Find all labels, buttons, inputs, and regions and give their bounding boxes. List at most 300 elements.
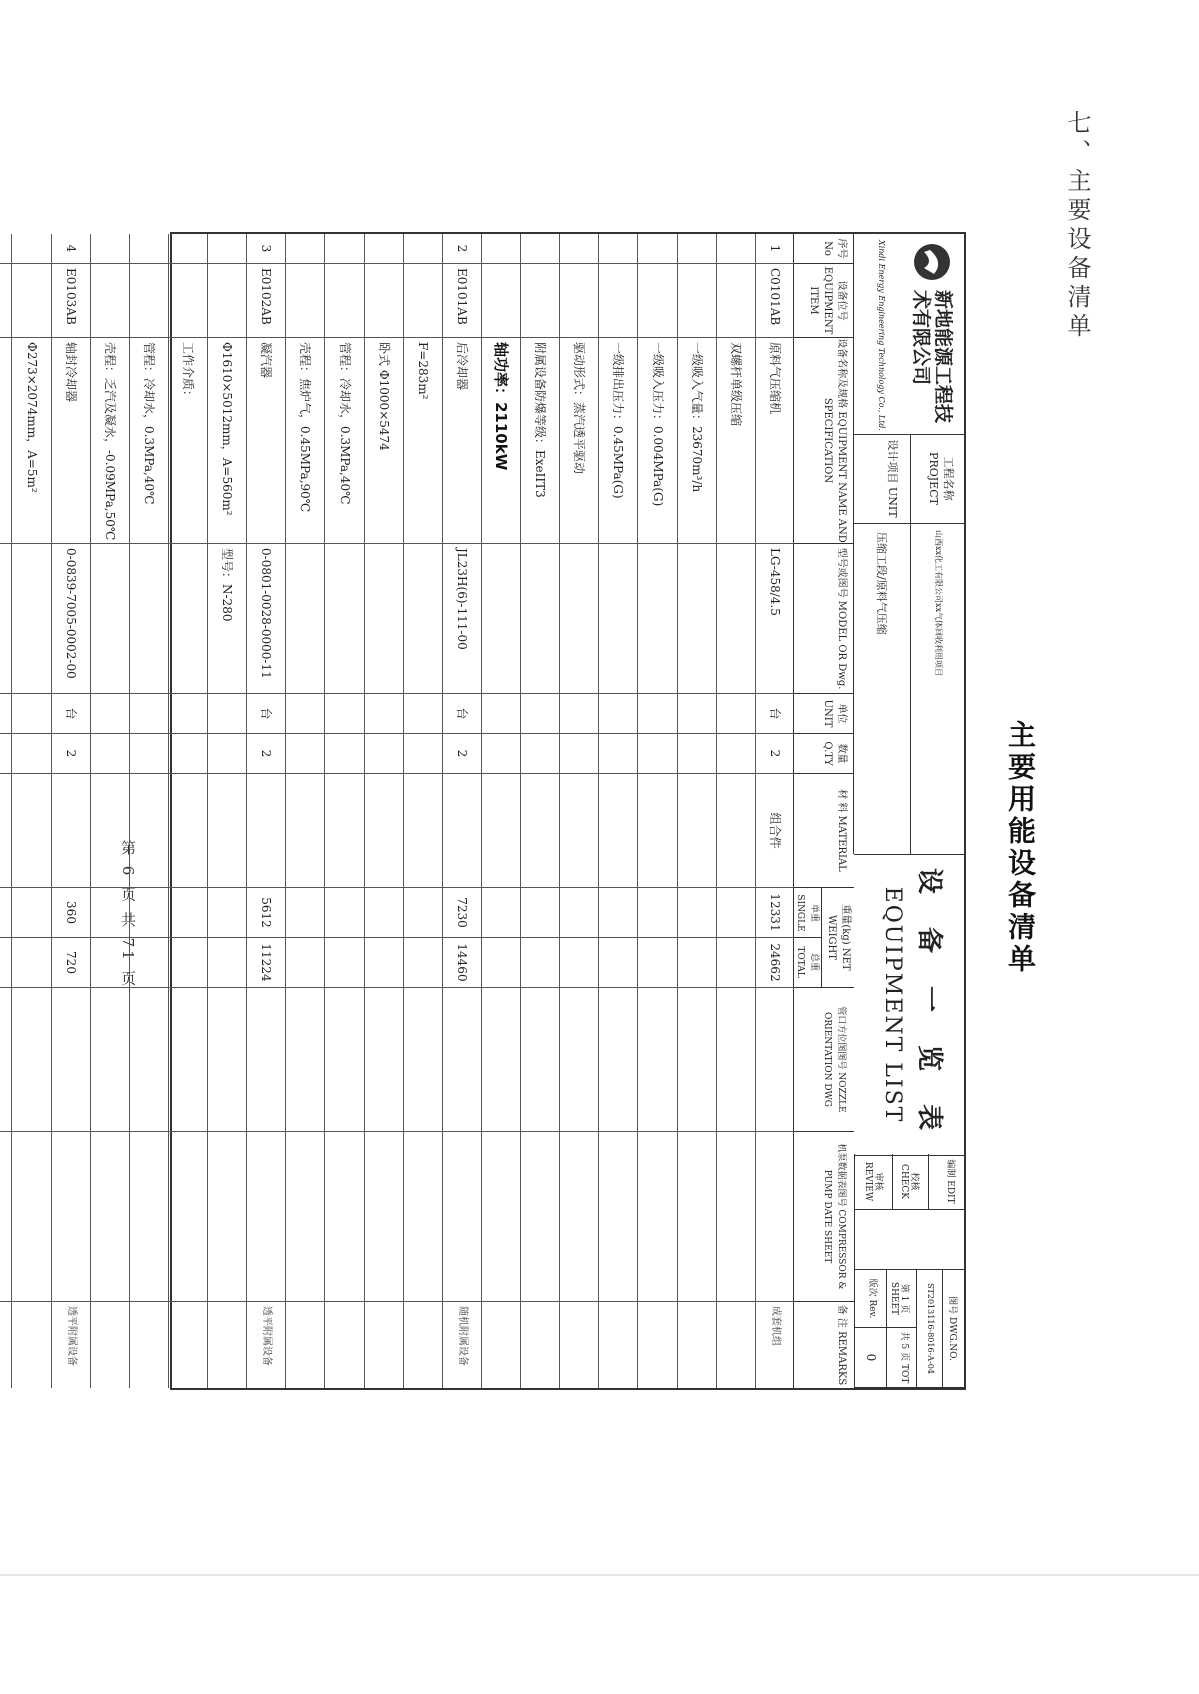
cell-single [286, 888, 324, 938]
header-name: 设备名称及规格 EQUIPMENT NAME AND SPECIFICATION [794, 338, 854, 544]
cell-item [639, 264, 677, 338]
cell-unit [169, 694, 207, 734]
cell-nozzle [247, 988, 285, 1132]
cell-remarks [286, 1302, 324, 1388]
cell-single [91, 888, 129, 938]
cell-model: 型号：N-280 [208, 544, 246, 694]
cell-pump [521, 1132, 559, 1302]
project-value: 山西xx化工有限公司xx气体回收利用项目 [910, 524, 964, 854]
cell-material [482, 774, 520, 888]
cell-qty [169, 734, 207, 774]
table-row [677, 234, 716, 1388]
cell-pump [91, 1132, 129, 1302]
cell-unit [326, 694, 364, 734]
cell-total: 11224 [247, 938, 285, 988]
cell-item: C0101AB [756, 264, 794, 338]
cell-single [130, 888, 168, 938]
cell-name [0, 338, 12, 544]
cell-qty [639, 734, 677, 774]
cell-material [247, 774, 285, 888]
cell-single [169, 888, 207, 938]
cell-total [208, 938, 246, 988]
cell-total: 24662 [756, 938, 794, 988]
header-unit: 单位 UNIT [794, 694, 854, 734]
edit-label: 编制 EDIT [928, 1154, 964, 1210]
cell-nozzle [169, 988, 207, 1132]
header-weight [794, 888, 854, 988]
cell-unit [0, 694, 12, 734]
table-row [598, 234, 637, 1388]
sheet-number: 第 1 页 SHEET [886, 1270, 916, 1328]
cell-remarks [130, 1302, 168, 1388]
company-name-en: Xindi Energy Engineering Technology Co., Ltd. [877, 240, 886, 432]
cell-unit [482, 694, 520, 734]
cell-material [404, 774, 442, 888]
cell-material [326, 774, 364, 888]
cell-qty [521, 734, 559, 774]
cell-no [678, 234, 716, 264]
cell-model: LG-458/4.5 [756, 544, 794, 694]
cell-name: F=283m² [404, 338, 442, 544]
cell-item [286, 264, 324, 338]
cell-nozzle [13, 988, 51, 1132]
table-row [285, 234, 324, 1388]
cell-model [13, 544, 51, 694]
cell-name: 后冷却器 [443, 338, 481, 544]
table-row [755, 234, 794, 1388]
cell-total [169, 938, 207, 988]
cell-name: 管程：冷却水，0.3MPa,40℃ [326, 338, 364, 544]
header-pump: 机泵数据表图号 COMPRESSOR & PUMP DATE SHEET [794, 1132, 854, 1302]
header-qty: 数量 Q.TY [794, 734, 854, 774]
cell-name: 一级排出压力：0.45MPa(G) [599, 338, 637, 544]
table-row [325, 234, 364, 1388]
cell-nozzle [678, 988, 716, 1132]
cell-model [482, 544, 520, 694]
cell-remarks [169, 1302, 207, 1388]
cell-single [639, 888, 677, 938]
cell-qty [91, 734, 129, 774]
cell-qty [130, 734, 168, 774]
cell-total [365, 938, 403, 988]
cell-qty: 2 [52, 734, 90, 774]
cell-unit [13, 694, 51, 734]
cell-material [130, 774, 168, 888]
header-material: 材 料 MATERIAL [794, 774, 854, 888]
cell-remarks [326, 1302, 364, 1388]
cell-qty [717, 734, 755, 774]
title-block [854, 854, 964, 1156]
cell-unit [560, 694, 598, 734]
cell-pump [208, 1132, 246, 1302]
cell-unit: 台 [247, 694, 285, 734]
cell-single [0, 888, 12, 938]
cell-nozzle [521, 988, 559, 1132]
cell-remarks [404, 1302, 442, 1388]
review-label: 审核 REVIEW [854, 1154, 892, 1210]
header-item: 设备位号 EQUIPMENT ITEM [794, 264, 854, 338]
cell-model [599, 544, 637, 694]
table-row [12, 234, 51, 1388]
cell-model [0, 544, 12, 694]
cell-total [91, 938, 129, 988]
cell-unit [521, 694, 559, 734]
cell-single [365, 888, 403, 938]
cell-remarks [521, 1302, 559, 1388]
cell-item [130, 264, 168, 338]
sheet-title-en: EQUIPMENT LIST [880, 886, 905, 1124]
cell-remarks: 随机附属设备 [457, 1306, 468, 1366]
cell-qty [0, 734, 12, 774]
cell-pump [482, 1132, 520, 1302]
cell-material [443, 774, 481, 888]
cell-name: 一级吸入压力：0.004MPa(G) [639, 338, 677, 544]
cell-remarks [0, 1302, 12, 1388]
cell-no [286, 234, 324, 264]
cell-pump [286, 1132, 324, 1302]
cell-qty [286, 734, 324, 774]
cell-nozzle [130, 988, 168, 1132]
cell-qty [326, 734, 364, 774]
cell-single: 360 [52, 888, 90, 938]
cell-pump [52, 1132, 90, 1302]
cell-unit: 台 [756, 694, 794, 734]
cell-item [326, 264, 364, 338]
cell-unit [130, 694, 168, 734]
cell-material [639, 774, 677, 888]
cell-no: 2 [443, 234, 481, 264]
header-remarks: 备 注 REMARKS [836, 1304, 847, 1386]
cell-pump [717, 1132, 755, 1302]
cell-pump [326, 1132, 364, 1302]
table-row [90, 234, 129, 1388]
cell-single [521, 888, 559, 938]
cell-no [208, 234, 246, 264]
cell-qty [599, 734, 637, 774]
cell-model [678, 544, 716, 694]
dwg-label: 图号 DWG.NO. [942, 1270, 964, 1388]
cell-name: 工作介质： [169, 338, 207, 544]
header-single: 单重 SINGLE [793, 889, 821, 938]
section-title: 七、主要设备清单 [1063, 110, 1091, 342]
cell-no: 1 [756, 234, 794, 264]
cell-model [130, 544, 168, 694]
table-row [559, 234, 598, 1388]
table-row [207, 234, 246, 1388]
cell-single: 7230 [443, 888, 481, 938]
cell-remarks [13, 1302, 51, 1388]
cell-material [286, 774, 324, 888]
cell-material [560, 774, 598, 888]
cell-total: 14460 [443, 938, 481, 988]
cell-pump [169, 1132, 207, 1302]
company-logo-icon [912, 242, 952, 282]
cell-remarks [208, 1302, 246, 1388]
cell-unit [208, 694, 246, 734]
header-model: 型号或图号 MODEL OR Dwg. [794, 544, 854, 694]
cell-qty [404, 734, 442, 774]
cell-name: 轴功率：2110kW [482, 338, 520, 544]
cell-total [521, 938, 559, 988]
cell-name: 双螺杆单级压缩 [717, 338, 755, 544]
cell-remarks [599, 1302, 637, 1388]
table-row [442, 234, 481, 1388]
cell-total [717, 938, 755, 988]
cell-pump [756, 1132, 794, 1302]
cell-no [599, 234, 637, 264]
cell-pump [560, 1132, 598, 1302]
cell-pump [365, 1132, 403, 1302]
cell-no [326, 234, 364, 264]
cell-single [717, 888, 755, 938]
cell-model [521, 544, 559, 694]
cell-item [365, 264, 403, 338]
cell-item [0, 264, 12, 338]
cell-remarks [639, 1302, 677, 1388]
cell-model [326, 544, 364, 694]
cell-item [717, 264, 755, 338]
unit-value: 压缩工段/原料气压缩 [875, 532, 888, 635]
cell-no [13, 234, 51, 264]
cell-total [130, 938, 168, 988]
column-headers [794, 234, 854, 1388]
cell-unit [404, 694, 442, 734]
cell-no [639, 234, 677, 264]
cell-qty: 2 [443, 734, 481, 774]
cell-name: 管程：冷却水，0.3MPa,40℃ [130, 338, 168, 544]
cell-total [0, 938, 12, 988]
cell-name: 原料气压缩机 [756, 338, 794, 544]
cell-total [599, 938, 637, 988]
cell-model [169, 544, 207, 694]
cell-total [326, 938, 364, 988]
cell-name: 壳程：乏汽及凝水，-0.09MPa,50℃ [91, 338, 129, 544]
cell-nozzle [52, 988, 90, 1132]
cell-single [560, 888, 598, 938]
cell-qty [560, 734, 598, 774]
cell-item [91, 264, 129, 338]
cell-total [404, 938, 442, 988]
cell-material [208, 774, 246, 888]
cell-total [13, 938, 51, 988]
cell-pump [639, 1132, 677, 1302]
cell-nozzle [639, 988, 677, 1132]
cell-single [208, 888, 246, 938]
cell-item: E0103AB [52, 264, 90, 338]
cell-material [52, 774, 90, 888]
cell-name: 卧式 Φ1000×5474 [365, 338, 403, 544]
cell-no [560, 234, 598, 264]
cell-total: 720 [52, 938, 90, 988]
header-weight-title: 重量(kg) NET WEIGHT [821, 888, 852, 987]
cell-model [639, 544, 677, 694]
cell-model: JL23H(6)-111-00 [443, 544, 481, 694]
cell-no [91, 234, 129, 264]
cell-nozzle [717, 988, 755, 1132]
cell-nozzle [404, 988, 442, 1132]
cell-nozzle [365, 988, 403, 1132]
cell-no [482, 234, 520, 264]
project-label: 工程名称 PROJECT [910, 434, 964, 524]
dwg-value: ST2013116-8016-A-04 [916, 1270, 942, 1388]
cell-single: 12331 [756, 888, 794, 938]
cell-nozzle [208, 988, 246, 1132]
cell-single [599, 888, 637, 938]
project-block [853, 434, 964, 854]
cell-item [521, 264, 559, 338]
cell-no [169, 234, 207, 264]
cell-model: 0-0801-0028-0000-11 [247, 544, 285, 694]
cell-total [678, 938, 716, 988]
cell-item: E0102AB [247, 264, 285, 338]
cell-unit [365, 694, 403, 734]
cell-pump [130, 1132, 168, 1302]
sheet-title-cn: 设 备 一 览 表 [914, 867, 944, 1143]
cell-nozzle [482, 988, 520, 1132]
table-row [403, 234, 442, 1388]
cell-remarks [717, 1302, 755, 1388]
cell-model [365, 544, 403, 694]
cell-qty [13, 734, 51, 774]
company-name-cn: 新地能源工程技术有限公司 [910, 290, 954, 424]
cell-unit [599, 694, 637, 734]
main-title: 主要用能设备清单 [1004, 720, 1037, 976]
cell-model [286, 544, 324, 694]
cell-no [130, 234, 168, 264]
cell-pump [678, 1132, 716, 1302]
table-row [520, 234, 559, 1388]
cell-model [717, 544, 755, 694]
table-row [246, 234, 285, 1388]
cell-nozzle [0, 988, 12, 1132]
cell-pump [13, 1132, 51, 1302]
cell-remarks [482, 1302, 520, 1388]
cell-material [599, 774, 637, 888]
cell-name: Φ273×2074mm，A=5m² [13, 338, 51, 544]
table-row [364, 234, 403, 1388]
cell-remarks [678, 1302, 716, 1388]
table-row [481, 234, 520, 1388]
cell-material [91, 774, 129, 888]
cell-model [560, 544, 598, 694]
cell-item [678, 264, 716, 338]
cell-item [169, 264, 207, 338]
cell-item [560, 264, 598, 338]
cell-name: 驱动形式：蒸汽透平驱动 [560, 338, 598, 544]
cell-remarks: 透平附属设备 [261, 1306, 273, 1366]
cell-remarks [560, 1302, 598, 1388]
cell-name: 轴封冷却器 [52, 338, 90, 544]
cell-pump [599, 1132, 637, 1302]
scan-edge [0, 1574, 1199, 1576]
cell-material [13, 774, 51, 888]
header-no: 序号 No [794, 234, 854, 264]
signature-space [854, 1210, 964, 1270]
cell-no [404, 234, 442, 264]
cell-unit [286, 694, 324, 734]
cell-single [404, 888, 442, 938]
cell-nozzle [560, 988, 598, 1132]
cell-single [678, 888, 716, 938]
cell-unit [91, 694, 129, 734]
cell-unit [639, 694, 677, 734]
cell-single [326, 888, 364, 938]
check-label: 校核 CHECK [892, 1154, 928, 1210]
cell-material [169, 774, 207, 888]
cell-no [717, 234, 755, 264]
table-row [168, 234, 207, 1388]
total-sheets: 共 5 页 TOT [886, 1328, 916, 1388]
table-row [716, 234, 755, 1388]
cell-total [639, 938, 677, 988]
cell-item: E0101AB [443, 264, 481, 338]
table-row [51, 234, 90, 1388]
cell-qty [208, 734, 246, 774]
cell-item [404, 264, 442, 338]
header-nozzle: 管口方位图图号 NOZZLE ORIENTATION DWG [794, 988, 854, 1132]
cell-unit [717, 694, 755, 734]
cell-item [482, 264, 520, 338]
cell-remarks [91, 1302, 129, 1388]
cell-name: 壳程：焦炉气，0.45MPa,90℃ [286, 338, 324, 544]
cell-qty: 2 [756, 734, 794, 774]
cell-model [404, 544, 442, 694]
cell-qty [678, 734, 716, 774]
cell-material: 组合件 [756, 774, 794, 888]
cell-pump [247, 1132, 285, 1302]
cell-no: 3 [247, 234, 285, 264]
cell-name: 凝汽器 [247, 338, 285, 544]
table-row [129, 234, 168, 1388]
cell-single [13, 888, 51, 938]
rev-value: 0 [854, 1328, 886, 1388]
cell-qty [365, 734, 403, 774]
cell-material [0, 774, 12, 888]
cell-name: 附属设备防爆等级：ExeIIT3 [521, 338, 559, 544]
cell-unit [678, 694, 716, 734]
cell-remarks: 透平附属设备 [65, 1306, 77, 1366]
cell-nozzle [756, 988, 794, 1132]
cell-no: 4 [52, 234, 90, 264]
cell-nozzle [326, 988, 364, 1132]
cell-qty: 2 [247, 734, 285, 774]
cell-total [560, 938, 598, 988]
page-footer: 第 6 页 共 71 页 [119, 840, 137, 989]
cell-single: 5612 [247, 888, 285, 938]
cell-unit: 台 [52, 694, 90, 734]
cell-name: Φ1610×5012mm，A=560m² [208, 338, 246, 544]
cell-remarks: 成套机组 [770, 1306, 781, 1346]
cell-total [482, 938, 520, 988]
unit-label: 设计项目 UNIT [854, 434, 910, 524]
cell-pump [404, 1132, 442, 1302]
table-row [638, 234, 677, 1388]
company-block [853, 234, 964, 435]
cell-nozzle [443, 988, 481, 1132]
cell-material [717, 774, 755, 888]
cell-no [0, 234, 12, 264]
header-total: 总重 TOTAL [795, 946, 819, 978]
cell-item [599, 264, 637, 338]
cell-material [678, 774, 716, 888]
cell-material [365, 774, 403, 888]
cell-nozzle [286, 988, 324, 1132]
cell-pump [443, 1132, 481, 1302]
cell-single [482, 888, 520, 938]
table-row [0, 234, 12, 1388]
cell-name: 一级吸入气量：23670m³/h [678, 338, 716, 544]
cell-material [521, 774, 559, 888]
